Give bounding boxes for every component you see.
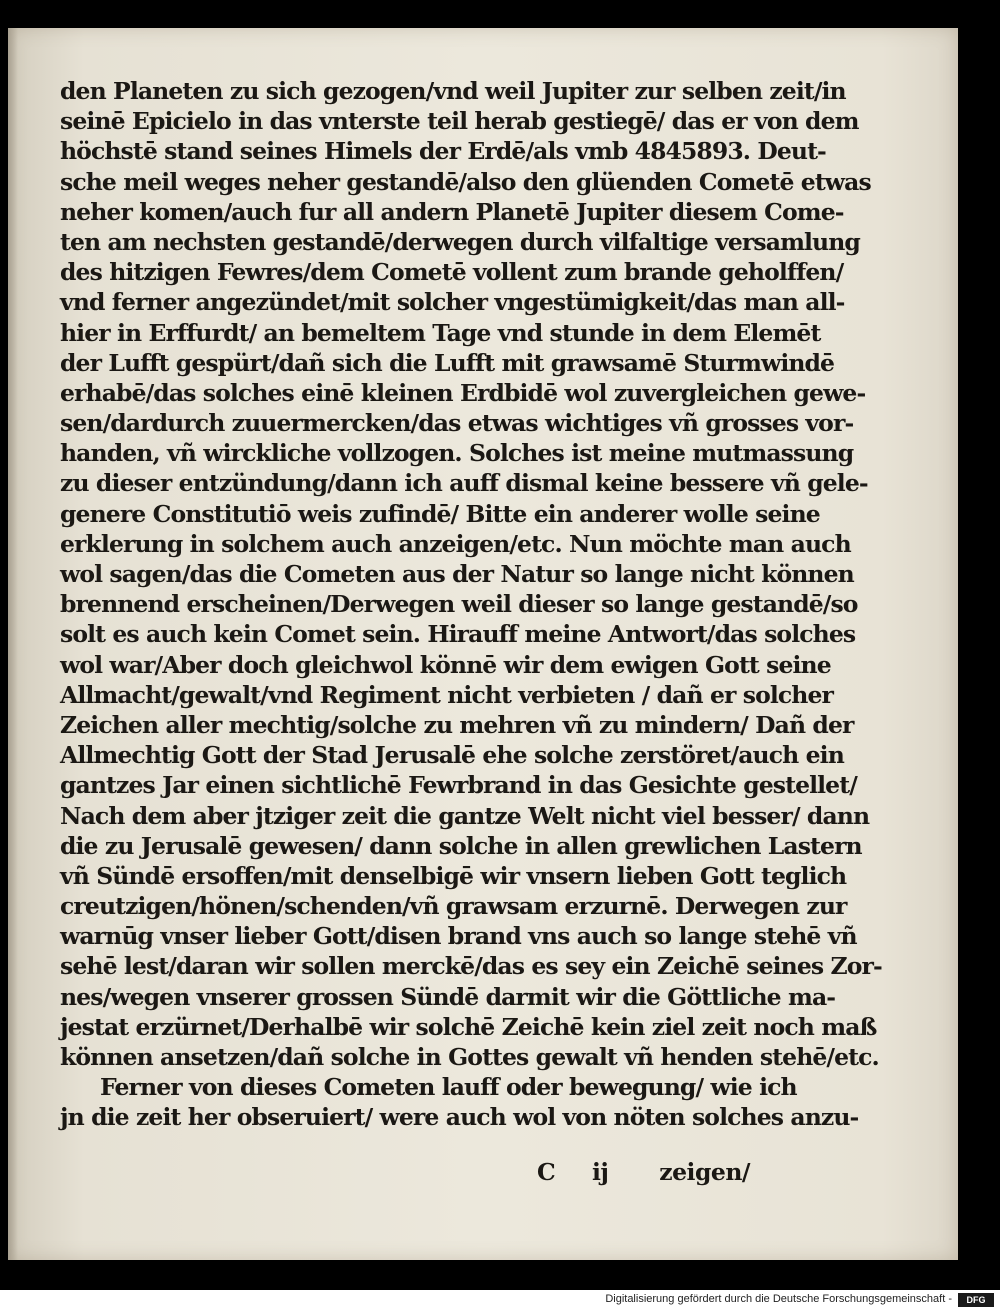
text-line: höchstē stand seines Himels der Erdē/als vmb 4845893. Deut- bbox=[60, 137, 826, 166]
text-line: vnd ferner angezündet/mit solcher vngestümigkeit/das man all- bbox=[60, 288, 845, 317]
text-line: den Planeten zu sich gezogen/vnd weil Jupiter zur selben zeit/in bbox=[60, 77, 846, 105]
book-page bbox=[8, 28, 958, 1260]
text-line: Zeichen aller mechtig/solche zu mehren vñ zu mindern/ Dañ der bbox=[60, 710, 854, 739]
text-line: Allmacht/gewalt/vnd Regiment nicht verbieten / dañ er solcher bbox=[60, 680, 834, 709]
text-line: gantzes Jar einen sichtlichē Fewrbrand in das Gesichte gestellet/ bbox=[60, 771, 857, 800]
text-line: handen, vñ wirckliche vollzogen. Solches ist meine mutmassung bbox=[60, 439, 854, 468]
signature-number: ij bbox=[592, 1158, 609, 1186]
text-line: jn die zeit her obseruiert/ were auch wol von nöten solches anzu- bbox=[60, 1103, 859, 1132]
signature-line bbox=[60, 1158, 750, 1190]
text-line: zu dieser entzündung/dann ich auff dismal keine bessere vñ gele- bbox=[60, 469, 868, 498]
text-line: seinē Epicielo in das vnterste teil herab gestiegē/ das er von dem bbox=[60, 107, 859, 136]
text-line: sche meil weges neher gestandē/also den glüenden Cometē etwas bbox=[60, 167, 871, 196]
text-line: warnūg vnser lieber Gott/disen brand vns auch so lange stehē vñ bbox=[60, 922, 857, 951]
text-line: wol sagen/das die Cometen aus der Natur so lange nicht können bbox=[60, 560, 854, 588]
text-line: sehē lest/daran wir sollen merckē/das es sey ein Zeichē seines Zor- bbox=[60, 952, 882, 981]
text-line: creutzigen/hönen/schenden/vñ grawsam erzurnē. Derwegen zur bbox=[60, 892, 847, 921]
text-line: die zu Jerusalē gewesen/ dann solche in allen grewlichen Lastern bbox=[60, 831, 862, 860]
text-line: der Lufft gespürt/dañ sich die Lufft mit grawsamē Sturmwindē bbox=[60, 348, 835, 377]
text-line: Nach dem aber jtziger zeit die gantze Welt nicht viel besser/ dann bbox=[60, 801, 870, 830]
dfg-logo: DFG bbox=[958, 1293, 994, 1307]
page-binding-edge bbox=[8, 28, 18, 1260]
body-text bbox=[60, 76, 882, 1133]
text-line: solt es auch kein Comet sein. Hirauff meine Antwort/das solches bbox=[60, 620, 856, 649]
text-line: neher komen/auch fur all andern Planetē Jupiter diesem Come- bbox=[60, 197, 844, 226]
paragraph-end-line: können ansetzen/dañ solche in Gottes gewalt vñ henden stehē/etc. bbox=[60, 1043, 879, 1071]
text-line: Allmechtig Gott der Stad Jerusalē ehe solche zerstöret/auch ein bbox=[60, 741, 844, 770]
text-line: des hitzigen Fewres/dem Cometē vollent zum brande geholffen/ bbox=[60, 258, 844, 287]
text-line: hier in Erffurdt/ an bemeltem Tage vnd stunde in dem Elemēt bbox=[60, 318, 821, 347]
catchword: zeigen/ bbox=[659, 1158, 750, 1186]
text-line: brennend erscheinen/Derwegen weil dieser so lange gestandē/so bbox=[60, 590, 858, 619]
text-line: sen/dardurch zuuermercken/das etwas wichtiges vñ grosses vor- bbox=[60, 409, 854, 438]
text-line: genere Constitutiō weis zufindē/ Bitte ein anderer wolle seine bbox=[60, 499, 820, 528]
text-line: erhabē/das solches einē kleinen Erdbidē wol zuvergleichen gewe- bbox=[60, 378, 866, 407]
footer-bar bbox=[0, 1290, 1000, 1310]
paragraph-start-line: Ferner von dieses Cometen lauff oder bewegung/ wie ich bbox=[100, 1073, 797, 1102]
signature-mark: C bbox=[537, 1158, 556, 1186]
text-line: vñ Sündē ersoffen/mit denselbigē wir vnsern lieben Gott teglich bbox=[60, 861, 847, 890]
funding-credit: Digitalisierung gefördert durch die Deutsche Forschungsgemeinschaft - bbox=[605, 1293, 952, 1305]
text-line: jestat erzürnet/Derhalbē wir solchē Zeichē kein ziel zeit noch maß bbox=[60, 1012, 877, 1041]
text-line: nes/wegen vnserer grossen Sündē darmit wir die Göttliche ma- bbox=[60, 982, 836, 1011]
text-line: wol war/Aber doch gleichwol könnē wir dem ewigen Gott seine bbox=[60, 650, 831, 679]
text-line: ten am nechsten gestandē/derwegen durch vilfaltige versamlung bbox=[60, 227, 860, 256]
text-line: erklerung in solchem auch anzeigen/etc. Nun möchte man auch bbox=[60, 529, 851, 558]
